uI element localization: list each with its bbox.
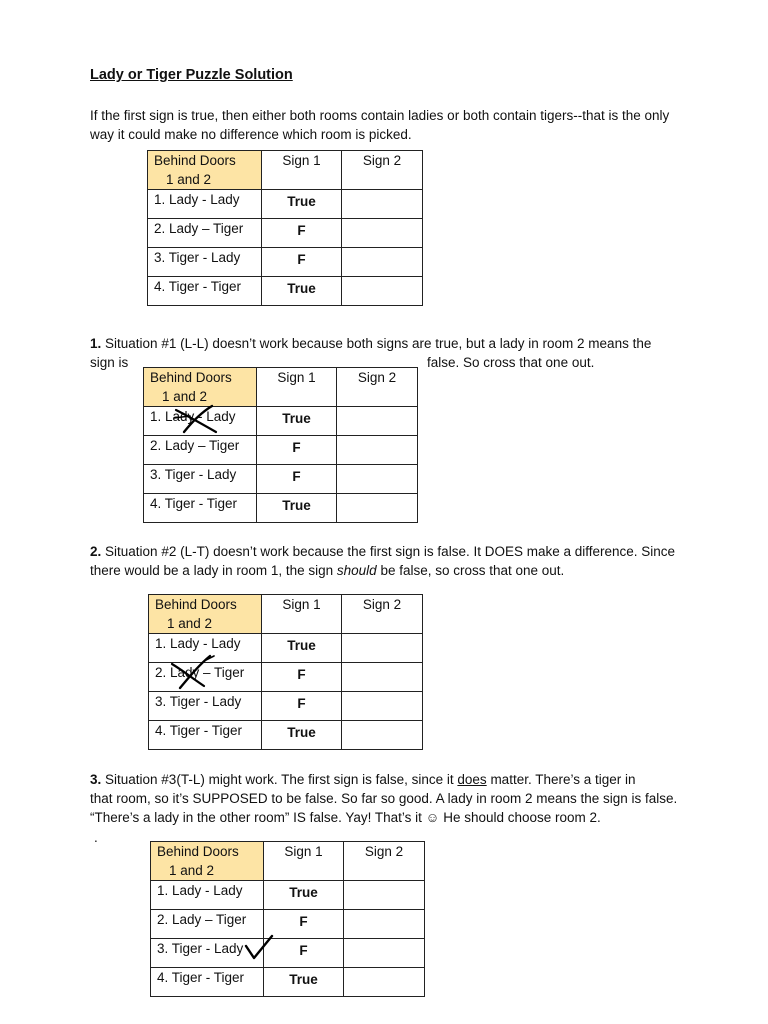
sign1-value: F	[264, 910, 344, 939]
table-row	[151, 881, 425, 910]
table-row	[148, 219, 423, 248]
sign1-value: F	[257, 465, 337, 494]
table-row	[149, 721, 423, 750]
header-behind-doors: Behind Doors 1 and 2	[151, 842, 264, 881]
row-label: 2. Lady – Tiger	[149, 663, 262, 692]
table-row	[149, 663, 423, 692]
row-label: 3. Tiger - Lady	[149, 692, 262, 721]
sign2-value	[342, 663, 423, 692]
step2-line-1	[90, 542, 690, 561]
truth-table-1	[147, 150, 423, 306]
table-row	[148, 190, 423, 219]
sign1-value: F	[262, 248, 342, 277]
sign1-value: F	[257, 436, 337, 465]
step3-line-3: “There’s a lady in the other room” IS false. Yay! That’s it ☺ He should choose room 2.	[90, 810, 601, 825]
table-row	[151, 968, 425, 997]
step1-number: 1.	[90, 336, 102, 351]
step2-line-2: there would be a lady in room 1, the sign should be false, so cross that one out.	[90, 563, 565, 578]
sign2-value	[342, 219, 423, 248]
sign1-value: True	[262, 277, 342, 306]
sign2-value	[342, 248, 423, 277]
row-label: 2. Lady – Tiger	[148, 219, 262, 248]
row-label: 1. Lady - Lady	[148, 190, 262, 219]
sign2-value	[342, 277, 423, 306]
sign1-value: True	[262, 634, 342, 663]
page-title: Lady or Tiger Puzzle Solution	[90, 67, 293, 83]
header-sign-1: Sign 1	[262, 595, 342, 634]
table-row	[144, 465, 418, 494]
table-row	[144, 494, 418, 523]
sign1-value: True	[264, 968, 344, 997]
table-row	[144, 436, 418, 465]
truth-table-3	[148, 594, 423, 750]
row-label: 1. Lady - Lady	[151, 881, 264, 910]
stray-dot: .	[94, 830, 98, 845]
sign1-value: F	[264, 939, 344, 968]
sign1-value: True	[264, 881, 344, 910]
sign2-value	[344, 968, 425, 997]
sign2-value	[342, 634, 423, 663]
sign1-value: F	[262, 219, 342, 248]
sign2-value	[344, 881, 425, 910]
row-label: 4. Tiger - Tiger	[148, 277, 262, 306]
sign2-value	[344, 939, 425, 968]
row-label: 1. Lady - Lady	[144, 407, 257, 436]
sign1-value: True	[262, 721, 342, 750]
step2-text-a: Situation #2 (L-T) doesn’t work because the first sign is false. It DOES make a difference. Since	[105, 544, 676, 559]
row-label: 3. Tiger - Lady	[148, 248, 262, 277]
step3-line-1: 3. Situation #3(T-L) might work. The first sign is false, since it does matter. There’s a tiger in	[90, 772, 636, 787]
intro-paragraph: If the first sign is true, then either both rooms contain ladies or both contain tigers--that is the only way it could make no difference which room is picked.	[90, 108, 670, 142]
sign1-value: F	[262, 692, 342, 721]
header-sign-2: Sign 2	[337, 368, 418, 407]
sign2-value	[337, 436, 418, 465]
header-behind-doors: Behind Doors 1 and 2	[148, 151, 262, 190]
sign2-value	[337, 465, 418, 494]
step3-line-2: that room, so it’s SUPPOSED to be false. So far so good. A lady in room 2 means the sign is false.	[90, 791, 678, 806]
step3-number: 3.	[90, 772, 102, 787]
table-row	[149, 634, 423, 663]
header-sign-2: Sign 2	[342, 595, 423, 634]
row-label: 4. Tiger - Tiger	[151, 968, 264, 997]
row-label: 4. Tiger - Tiger	[149, 721, 262, 750]
row-label: 3. Tiger - Lady	[151, 939, 264, 968]
table-row	[151, 939, 425, 968]
header-behind-doors: Behind Doors 1 and 2	[144, 368, 257, 407]
row-label: 4. Tiger - Tiger	[144, 494, 257, 523]
table-row	[148, 248, 423, 277]
header-sign-2: Sign 2	[342, 151, 423, 190]
step1-line-1	[90, 334, 690, 353]
row-label: 1. Lady - Lady	[149, 634, 262, 663]
header-sign-1: Sign 1	[257, 368, 337, 407]
header-sign-1: Sign 1	[264, 842, 344, 881]
truth-table-2	[143, 367, 418, 523]
table-row	[149, 692, 423, 721]
sign2-value	[342, 190, 423, 219]
header-sign-2: Sign 2	[344, 842, 425, 881]
step1-text-a: Situation #1 (L-L) doesn’t work because both signs are true, but a lady in room 2 means the	[105, 336, 652, 351]
step2-number: 2.	[90, 544, 102, 559]
sign1-value: True	[257, 407, 337, 436]
truth-table-4	[150, 841, 425, 997]
row-label: 2. Lady – Tiger	[151, 910, 264, 939]
sign2-value	[337, 494, 418, 523]
header-behind-doors: Behind Doors 1 and 2	[149, 595, 262, 634]
sign1-value: F	[262, 663, 342, 692]
sign1-value: True	[257, 494, 337, 523]
sign2-value	[344, 910, 425, 939]
header-sign-1: Sign 1	[262, 151, 342, 190]
sign1-value: True	[262, 190, 342, 219]
sign2-value	[342, 692, 423, 721]
sign2-value	[342, 721, 423, 750]
row-label: 3. Tiger - Lady	[144, 465, 257, 494]
row-label: 2. Lady – Tiger	[144, 436, 257, 465]
table-row	[144, 407, 418, 436]
sign2-value	[337, 407, 418, 436]
step1-text-b: sign is	[90, 355, 129, 370]
table-row	[151, 910, 425, 939]
step1-text-c: false. So cross that one out.	[427, 355, 595, 370]
table-row	[148, 277, 423, 306]
